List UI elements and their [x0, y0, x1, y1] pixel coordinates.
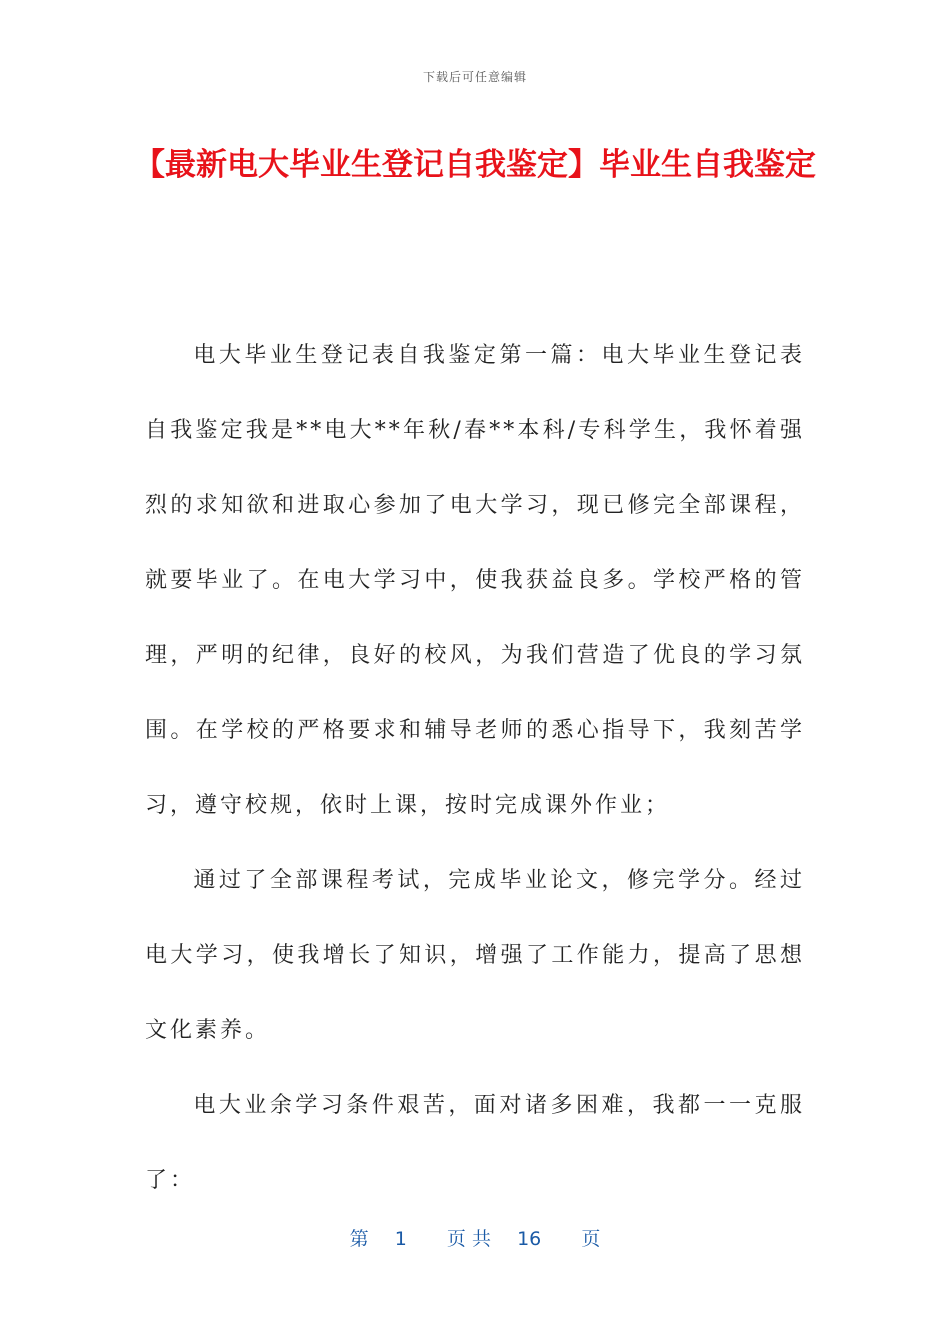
paragraph: 电大业余学习条件艰苦，面对诸多困难，我都一一克服了： — [145, 1093, 805, 1193]
footer-prefix: 第 — [349, 1228, 369, 1250]
page-footer — [0, 1224, 950, 1251]
paragraph: 通过了全部课程考试，完成毕业论文，修完学分。经过电大学习，使我增长了知识，增强了工作能力，提高了思想文化素养。 — [145, 868, 805, 1043]
footer-current-page: 1 — [394, 1228, 407, 1250]
paragraph: 电大毕业生登记表自我鉴定第一篇：电大毕业生登记表自我鉴定我是**电大**年秋/春**本科/专科学生，我怀着强烈的求知欲和进取心参加了电大学习，现已修完全部课程，就要毕业了。在电大学习中，使我获益良多。学校严格的管理，严明的纪律，良好的校风，为我们营造了优良的学习氛围。在学校的严格要求和辅导老师的悉心指导下，我刻苦学习，遵守校规，依时上课，按时完成课外作业； — [145, 343, 805, 818]
footer-middle: 页 共 — [446, 1228, 491, 1250]
footer-total-pages: 16 — [517, 1228, 542, 1250]
header-note: 下载后可任意编辑 — [422, 70, 527, 84]
document-body — [145, 318, 805, 1218]
document-title: 【最新电大毕业生登记自我鉴定】毕业生自我鉴定 — [134, 147, 816, 183]
footer-suffix: 页 — [581, 1228, 601, 1250]
